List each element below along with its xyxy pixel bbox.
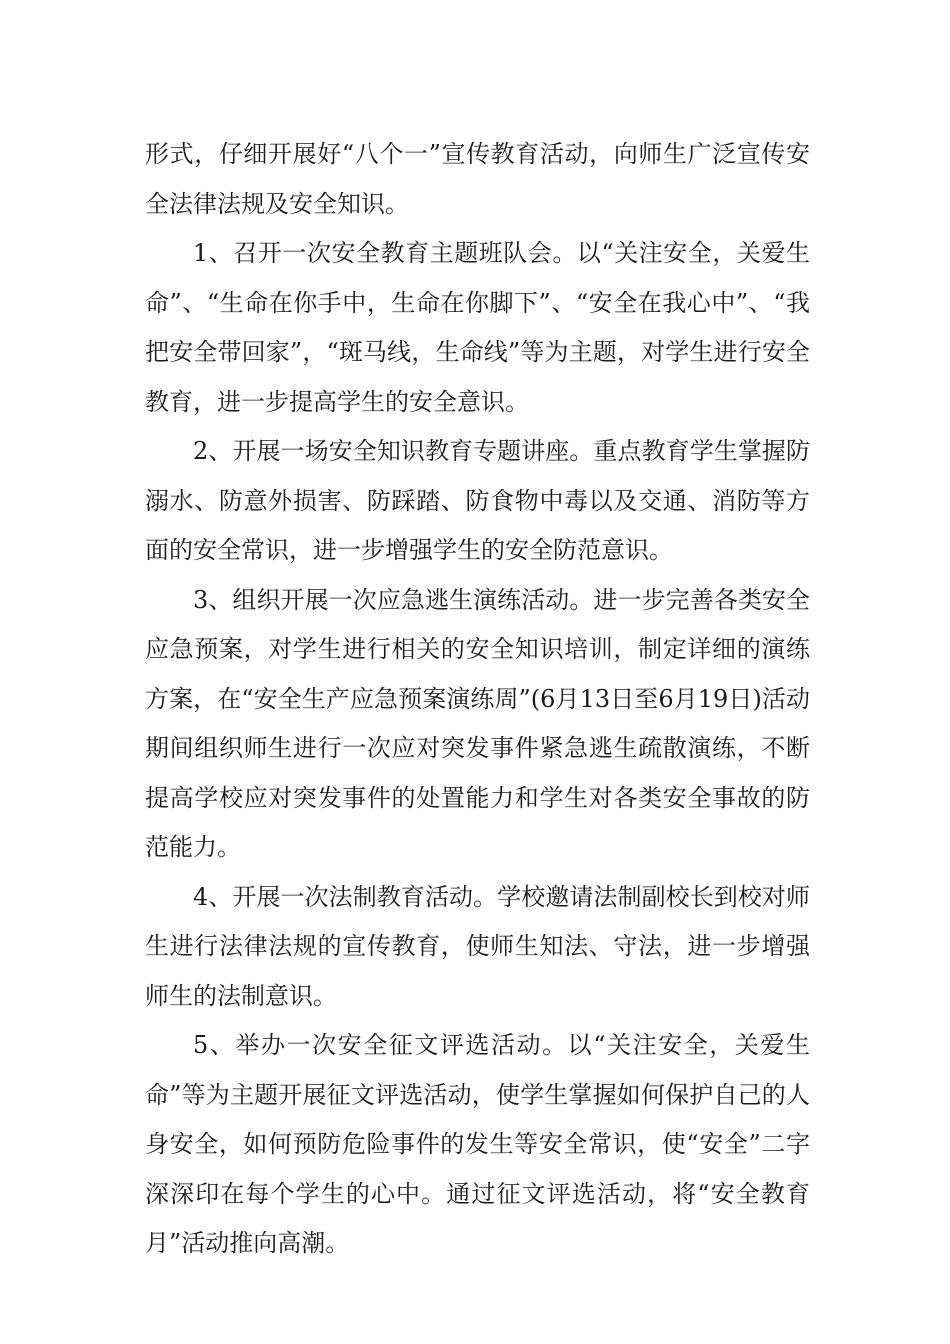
document-body (145, 130, 810, 1269)
paragraph-intro-continuation: 形式，仔细开展好“八个一”宣传教育活动，向师生广泛宣传安全法律法规及安全知识。 (145, 140, 810, 218)
paragraph-item-5-essay-contest: 5、举办一次安全征文评选活动。以“关注安全，关爱生命”等为主题开展征文评选活动，使学生掌握如何保护自己的人身安全，如何预防危险事件的发生等安全常识，使“安全”二字深深印在每个学生的心中。通过征文评选活动，将“安全教育月”活动推向高潮。 (145, 1031, 810, 1257)
paragraph-item-4-legal-education: 4、开展一次法制教育活动。学校邀请法制副校长到校对师生进行法律法规的宣传教育，使师生知法、守法，进一步增强师生的法制意识。 (145, 882, 810, 1010)
paragraph-item-2-lecture: 2、开展一场安全知识教育专题讲座。重点教育学生掌握防溺水、防意外损害、防踩踏、防食物中毒以及交通、消防等方面的安全常识，进一步增强学生的安全防范意识。 (145, 437, 810, 564)
paragraph-item-3-evacuation-drill: 3、组织开展一次应急逃生演练活动。进一步完善各类安全应急预案，对学生进行相关的安全知识培训，制定详细的演练方案，在“安全生产应急预案演练周”(6月13日至6月19日)活动期间组织师生进行一次应对突发事件紧急逃生疏散演练，不断提高学校应对突发事件的处置能力和学生对各类安全事故的防范能力。 (145, 585, 810, 861)
paragraph-item-1-class-meeting: 1、召开一次安全教育主题班队会。以“关注安全，关爱生命”、“生命在你手中，生命在你脚下”、“安全在我心中”、“我把安全带回家”，“斑马线，生命线”等为主题，对学生进行安全教育，进一步提高学生的安全意识。 (145, 239, 810, 416)
